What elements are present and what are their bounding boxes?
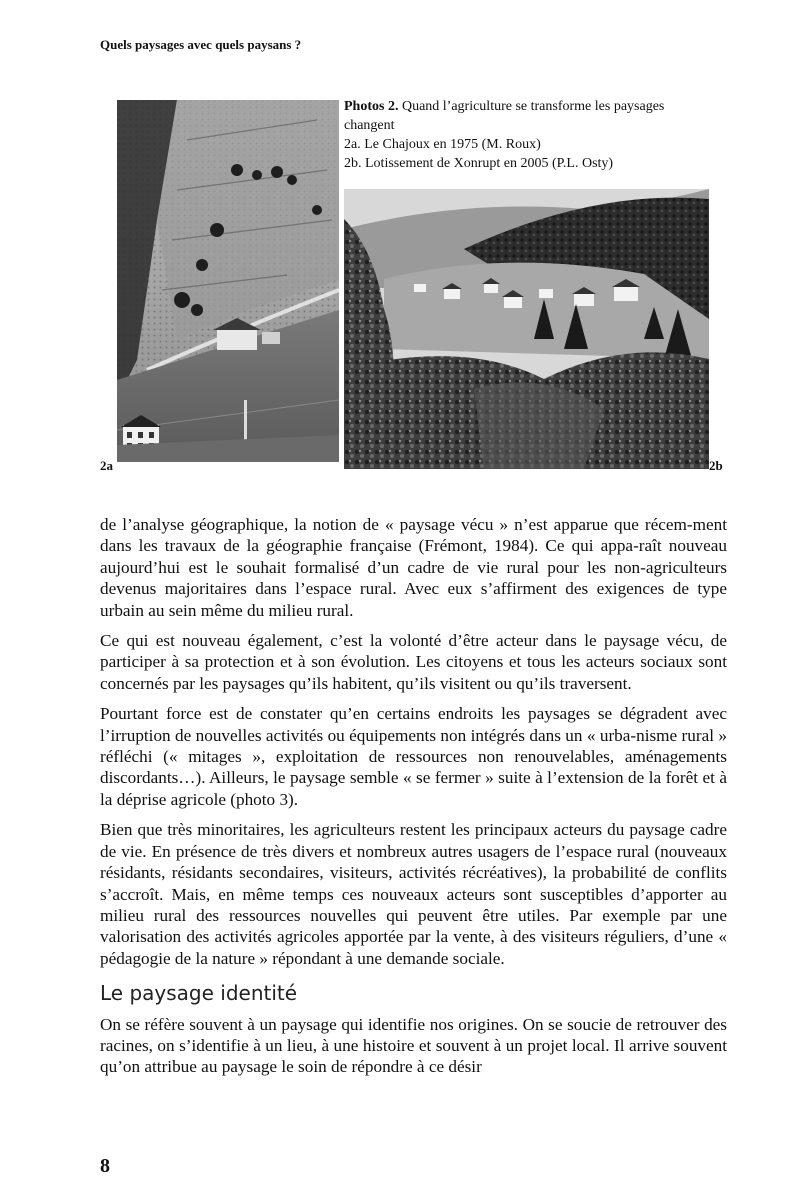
caption-line-2b: 2b. Lotissement de Xonrupt en 2005 (P.L. Osty) xyxy=(344,156,614,171)
caption-title: Photos 2. xyxy=(344,99,399,114)
body-text xyxy=(100,514,727,1087)
section-heading: Le paysage identité xyxy=(100,981,298,1006)
paragraph: On se réfère souvent à un paysage qui identifie nos origines. On se soucie de retrouver des racines, on s’identifie à un lieu, à une histoire et souvent à un projet local. Il arrive souvent qu’on attribue au paysage le soin de répondre à ce désir xyxy=(100,1014,727,1077)
paragraph: Pourtant force est de constater qu’en certains endroits les paysages se dégradent avec l’irruption de nouvelles activités ou équipements non intégrés dans un « urba-nisme rural » réfléchi (« mitages », exploitation de ressources non renouvelables, aménagements discordants…). Ailleurs, le paysage semble « se fermer » suite à l’extension de la forêt et à la déprise agricole (photo 3). xyxy=(100,704,727,809)
paragraph: de l’analyse géographique, la notion de « paysage vécu » n’est apparue que récem-ment dans les travaux de la géographie française (Frémont, 1984). Ce qui appa-raît nouveau aujourd’hui est le souhait formalisé d’un cadre de vie rural pour les non-agriculteurs devenus majoritaires dans l’espace rural. Avec eux s’affirment des exigences de type urbain au sein même du milieu rural. xyxy=(100,515,727,620)
photo-2a-chajoux xyxy=(117,100,339,462)
photo-label-2a: 2a xyxy=(100,458,113,473)
photo-2b-image xyxy=(344,189,709,469)
running-head: Quels paysages avec quels paysans ? xyxy=(100,37,302,52)
page-number: 8 xyxy=(100,1155,110,1177)
photo-2b-xonrupt xyxy=(344,189,709,469)
paragraph: Bien que très minoritaires, les agriculteurs restent les principaux acteurs du paysage cadre de vie. En présence de très divers et nombreux autres usagers de l’espace rural (nouveaux résidants, résidants secondaires, visiteurs, activités récréatives), la probabilité de conflits s’accroît. Mais, en même temps ces nouveaux acteurs sont susceptibles d’apporter au milieu rural des ressources nouvelles qui peuvent être utiles. Par exemple par une valorisation des activités agricoles apportée par la vente, à des visiteurs réguliers, d’une « pédagogie de la nature » répondant à une demande sociale. xyxy=(100,820,727,968)
photo-2a-image xyxy=(117,100,339,462)
caption-line-2a: 2a. Le Chajoux en 1975 (M. Roux) xyxy=(344,137,541,152)
caption-text: Quand l’agriculture se transforme les paysages changent xyxy=(344,99,665,133)
paragraph: Ce qui est nouveau également, c’est la volonté d’être acteur dans le paysage vécu, de participer à sa protection et à son évolution. Les citoyens et tous les acteurs sociaux sont concernés par les paysages qu’ils habitent, qu’ils visitent ou qu’ils traversent. xyxy=(100,631,727,693)
photo-label-2b: 2b xyxy=(709,458,723,473)
figure-caption xyxy=(344,97,704,173)
